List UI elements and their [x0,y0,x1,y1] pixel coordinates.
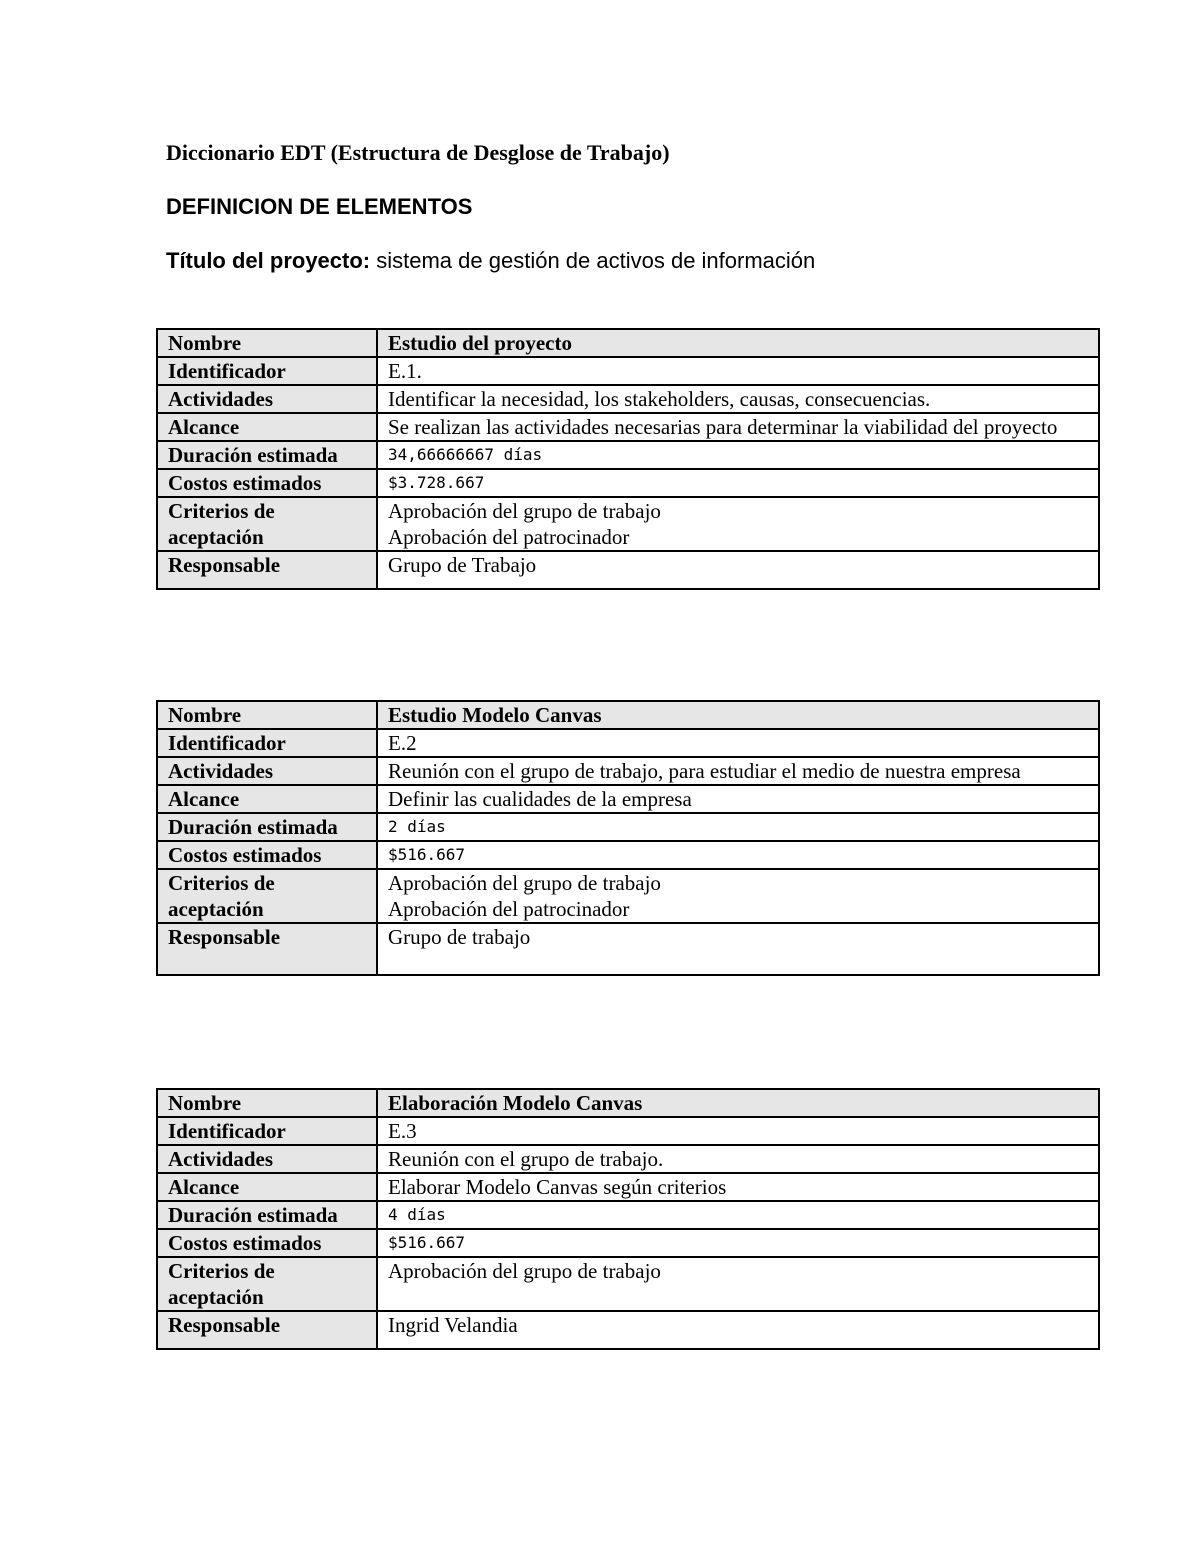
table-row-responsable [157,551,1099,589]
edt-element-table-1 [156,328,1100,590]
table-row-identificador [157,1117,1099,1145]
label-criterios [157,869,377,923]
edt-element-table-2 [156,700,1100,976]
label-identificador: Identificador [157,729,377,757]
label-criterios-line-2: aceptación [168,1285,264,1309]
value-nombre: Estudio del proyecto [377,329,1099,357]
label-responsable: Responsable [157,923,377,975]
criterio-item: Aprobación del grupo de trabajo [388,871,661,895]
label-criterios-line-1: Criterios de [168,871,275,895]
criterio-item: Aprobación del patrocinador [388,525,630,549]
table-row-duracion [157,441,1099,469]
project-title-line [166,248,815,274]
value-criterios [377,497,1099,551]
label-identificador: Identificador [157,1117,377,1145]
label-nombre: Nombre [157,329,377,357]
value-actividades: Reunión con el grupo de trabajo. [377,1145,1099,1173]
table-row-actividades [157,757,1099,785]
table-row-nombre [157,701,1099,729]
label-identificador: Identificador [157,357,377,385]
value-alcance: Definir las cualidades de la empresa [377,785,1099,813]
value-responsable: Grupo de trabajo [377,923,1099,975]
criterio-item: Aprobación del grupo de trabajo [388,1259,661,1283]
edt-element-table-3 [156,1088,1100,1350]
value-alcance: Elaborar Modelo Canvas según criterios [377,1173,1099,1201]
label-alcance: Alcance [157,413,377,441]
table-row-identificador [157,729,1099,757]
table-row-costos [157,841,1099,869]
value-nombre: Estudio Modelo Canvas [377,701,1099,729]
table-row-criterios [157,497,1099,551]
criterio-item: Aprobación del grupo de trabajo [388,499,661,523]
value-criterios [377,869,1099,923]
table-row-duracion [157,813,1099,841]
value-identificador: E.2 [377,729,1099,757]
table-row-costos [157,1229,1099,1257]
table-row-alcance [157,1173,1099,1201]
table-row-nombre [157,1089,1099,1117]
label-duracion: Duración estimada [157,441,377,469]
value-identificador: E.1. [377,357,1099,385]
value-responsable: Ingrid Velandia [377,1311,1099,1349]
table-row-alcance [157,413,1099,441]
criterio-item: Aprobación del patrocinador [388,897,630,921]
label-criterios-line-1: Criterios de [168,1259,275,1283]
table-row-actividades [157,1145,1099,1173]
project-title-value: sistema de gestión de activos de información [376,248,816,273]
value-costos: $3.728.667 [377,469,1099,497]
value-criterios [377,1257,1099,1311]
label-criterios [157,497,377,551]
label-criterios-line-2: aceptación [168,525,264,549]
table-row-alcance [157,785,1099,813]
label-alcance: Alcance [157,1173,377,1201]
section-heading: DEFINICION DE ELEMENTOS [166,194,473,219]
value-identificador: E.3 [377,1117,1099,1145]
label-actividades: Actividades [157,757,377,785]
label-responsable: Responsable [157,1311,377,1349]
label-duracion: Duración estimada [157,1201,377,1229]
table-row-duracion [157,1201,1099,1229]
value-nombre: Elaboración Modelo Canvas [377,1089,1099,1117]
label-duracion: Duración estimada [157,813,377,841]
value-alcance: Se realizan las actividades necesarias para determinar la viabilidad del proyecto [377,413,1099,441]
label-criterios-line-1: Criterios de [168,499,275,523]
document-title: Diccionario EDT (Estructura de Desglose de Trabajo) [166,140,670,165]
table-row-actividades [157,385,1099,413]
value-responsable: Grupo de Trabajo [377,551,1099,589]
value-actividades: Identificar la necesidad, los stakeholders, causas, consecuencias. [377,385,1099,413]
value-costos: $516.667 [377,841,1099,869]
label-costos: Costos estimados [157,1229,377,1257]
table-row-responsable [157,923,1099,975]
table-row-criterios [157,1257,1099,1311]
table-row-responsable [157,1311,1099,1349]
label-criterios [157,1257,377,1311]
label-responsable: Responsable [157,551,377,589]
table-row-costos [157,469,1099,497]
project-title-label: Título del proyecto: [166,248,371,273]
label-actividades: Actividades [157,385,377,413]
value-duracion: 4 días [377,1201,1099,1229]
label-costos: Costos estimados [157,469,377,497]
table-row-criterios [157,869,1099,923]
table-row-nombre [157,329,1099,357]
value-duracion: 2 días [377,813,1099,841]
value-actividades: Reunión con el grupo de trabajo, para estudiar el medio de nuestra empresa [377,757,1099,785]
table-row-identificador [157,357,1099,385]
label-alcance: Alcance [157,785,377,813]
label-criterios-line-2: aceptación [168,897,264,921]
label-actividades: Actividades [157,1145,377,1173]
label-nombre: Nombre [157,1089,377,1117]
value-costos: $516.667 [377,1229,1099,1257]
label-nombre: Nombre [157,701,377,729]
value-duracion: 34,66666667 días [377,441,1099,469]
label-costos: Costos estimados [157,841,377,869]
